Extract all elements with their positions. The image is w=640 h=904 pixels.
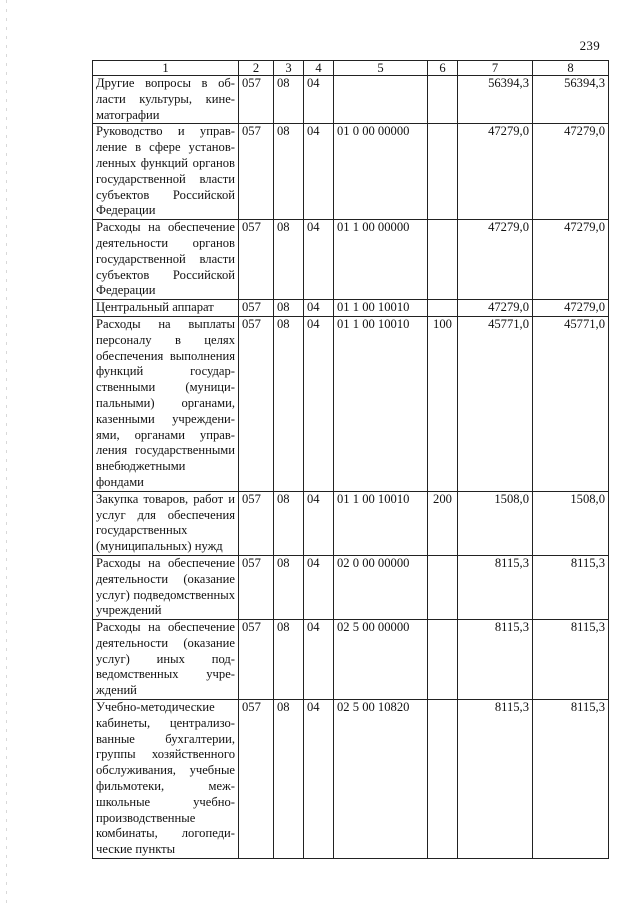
- table-row: [93, 555, 609, 619]
- ministry-code-cell: 057: [239, 76, 274, 124]
- amount-cell-8: 8115,3: [533, 555, 609, 619]
- target-article-cell: 02 0 00 00000: [334, 555, 428, 619]
- subsection-code-cell: 04: [304, 316, 334, 491]
- section-code-cell: 08: [274, 124, 304, 220]
- amount-cell-7: 8115,3: [458, 555, 533, 619]
- table-row: [93, 124, 609, 220]
- expense-type-cell: [428, 300, 458, 317]
- budget-table: [92, 60, 609, 859]
- subsection-code-cell: 04: [304, 300, 334, 317]
- table-row: [93, 300, 609, 317]
- row-name-cell: Руководство и управление в сфере установленных функций органов государственной власти субъектов Российской Федерации: [93, 124, 239, 220]
- header-cell-7: 7: [458, 61, 533, 76]
- section-code-cell: 08: [274, 555, 304, 619]
- subsection-code-cell: 04: [304, 491, 334, 555]
- amount-cell-7: 47279,0: [458, 124, 533, 220]
- row-name-cell: Центральный аппарат: [93, 300, 239, 317]
- row-name-cell: Закупка товаров, работ и услуг для обеспечения государственных (муниципальных) нужд: [93, 491, 239, 555]
- row-name-cell: Расходы на обеспечение деятельности органов государственной власти субъектов Российской Федерации: [93, 220, 239, 300]
- header-cell-3: 3: [274, 61, 304, 76]
- header-cell-5: 5: [334, 61, 428, 76]
- header-cell-4: 4: [304, 61, 334, 76]
- ministry-code-cell: 057: [239, 220, 274, 300]
- page-number: 239: [579, 38, 600, 53]
- subsection-code-cell: 04: [304, 220, 334, 300]
- header-cell-1: 1: [93, 61, 239, 76]
- row-name-cell: Другие вопросы в области культуры, кинематографии: [93, 76, 239, 124]
- target-article-cell: [334, 76, 428, 124]
- section-code-cell: 08: [274, 316, 304, 491]
- amount-cell-7: 8115,3: [458, 620, 533, 700]
- expense-type-cell: 100: [428, 316, 458, 491]
- amount-cell-8: 47279,0: [533, 220, 609, 300]
- expense-type-cell: [428, 555, 458, 619]
- amount-cell-8: 47279,0: [533, 300, 609, 317]
- expense-type-cell: [428, 124, 458, 220]
- subsection-code-cell: 04: [304, 76, 334, 124]
- amount-cell-8: 56394,3: [533, 76, 609, 124]
- ministry-code-cell: 057: [239, 124, 274, 220]
- amount-cell-7: 8115,3: [458, 700, 533, 859]
- target-article-cell: 01 1 00 00000: [334, 220, 428, 300]
- amount-cell-8: 47279,0: [533, 124, 609, 220]
- section-code-cell: 08: [274, 300, 304, 317]
- section-code-cell: 08: [274, 700, 304, 859]
- amount-cell-8: 8115,3: [533, 700, 609, 859]
- subsection-code-cell: 04: [304, 124, 334, 220]
- row-name-cell: Учебно-методические кабинеты, централизованные бухгалтерии, группы хозяйственного обслуживания, учебные фильмотеки, межшкольные учебно-производственные комбинаты, логопедические пункты: [93, 700, 239, 859]
- expense-type-cell: [428, 76, 458, 124]
- subsection-code-cell: 04: [304, 700, 334, 859]
- table-row: [93, 316, 609, 491]
- header-cell-6: 6: [428, 61, 458, 76]
- section-code-cell: 08: [274, 491, 304, 555]
- table-row: [93, 76, 609, 124]
- header-row: [93, 61, 609, 76]
- ministry-code-cell: 057: [239, 620, 274, 700]
- amount-cell-7: 56394,3: [458, 76, 533, 124]
- scan-edge-artifact: [6, 0, 7, 904]
- target-article-cell: 01 0 00 00000: [334, 124, 428, 220]
- amount-cell-8: 1508,0: [533, 491, 609, 555]
- subsection-code-cell: 04: [304, 620, 334, 700]
- amount-cell-7: 47279,0: [458, 300, 533, 317]
- target-article-cell: 02 5 00 10820: [334, 700, 428, 859]
- row-name-cell: Расходы на выплаты персоналу в целях обеспечения выполнения функций государственными (муниципальными) органами, казенными учреждениями, органами управления государственными внебюджетными фондами: [93, 316, 239, 491]
- ministry-code-cell: 057: [239, 300, 274, 317]
- subsection-code-cell: 04: [304, 555, 334, 619]
- ministry-code-cell: 057: [239, 316, 274, 491]
- row-name-cell: Расходы на обеспечение деятельности (оказание услуг) иных подведомственных учреждений: [93, 620, 239, 700]
- target-article-cell: 01 1 00 10010: [334, 316, 428, 491]
- amount-cell-7: 1508,0: [458, 491, 533, 555]
- ministry-code-cell: 057: [239, 700, 274, 859]
- target-article-cell: 01 1 00 10010: [334, 300, 428, 317]
- table-row: [93, 620, 609, 700]
- ministry-code-cell: 057: [239, 491, 274, 555]
- header-cell-2: 2: [239, 61, 274, 76]
- table-row: [93, 700, 609, 859]
- expense-type-cell: 200: [428, 491, 458, 555]
- header-cell-8: 8: [533, 61, 609, 76]
- expense-type-cell: [428, 620, 458, 700]
- table-row: [93, 491, 609, 555]
- table-header: [93, 61, 609, 76]
- table-body: [93, 76, 609, 859]
- section-code-cell: 08: [274, 76, 304, 124]
- row-name-cell: Расходы на обеспечение деятельности (оказание услуг) подведомственных учреждений: [93, 555, 239, 619]
- amount-cell-8: 45771,0: [533, 316, 609, 491]
- amount-cell-7: 45771,0: [458, 316, 533, 491]
- amount-cell-7: 47279,0: [458, 220, 533, 300]
- section-code-cell: 08: [274, 220, 304, 300]
- expense-type-cell: [428, 220, 458, 300]
- table-row: [93, 220, 609, 300]
- target-article-cell: 02 5 00 00000: [334, 620, 428, 700]
- amount-cell-8: 8115,3: [533, 620, 609, 700]
- section-code-cell: 08: [274, 620, 304, 700]
- expense-type-cell: [428, 700, 458, 859]
- ministry-code-cell: 057: [239, 555, 274, 619]
- target-article-cell: 01 1 00 10010: [334, 491, 428, 555]
